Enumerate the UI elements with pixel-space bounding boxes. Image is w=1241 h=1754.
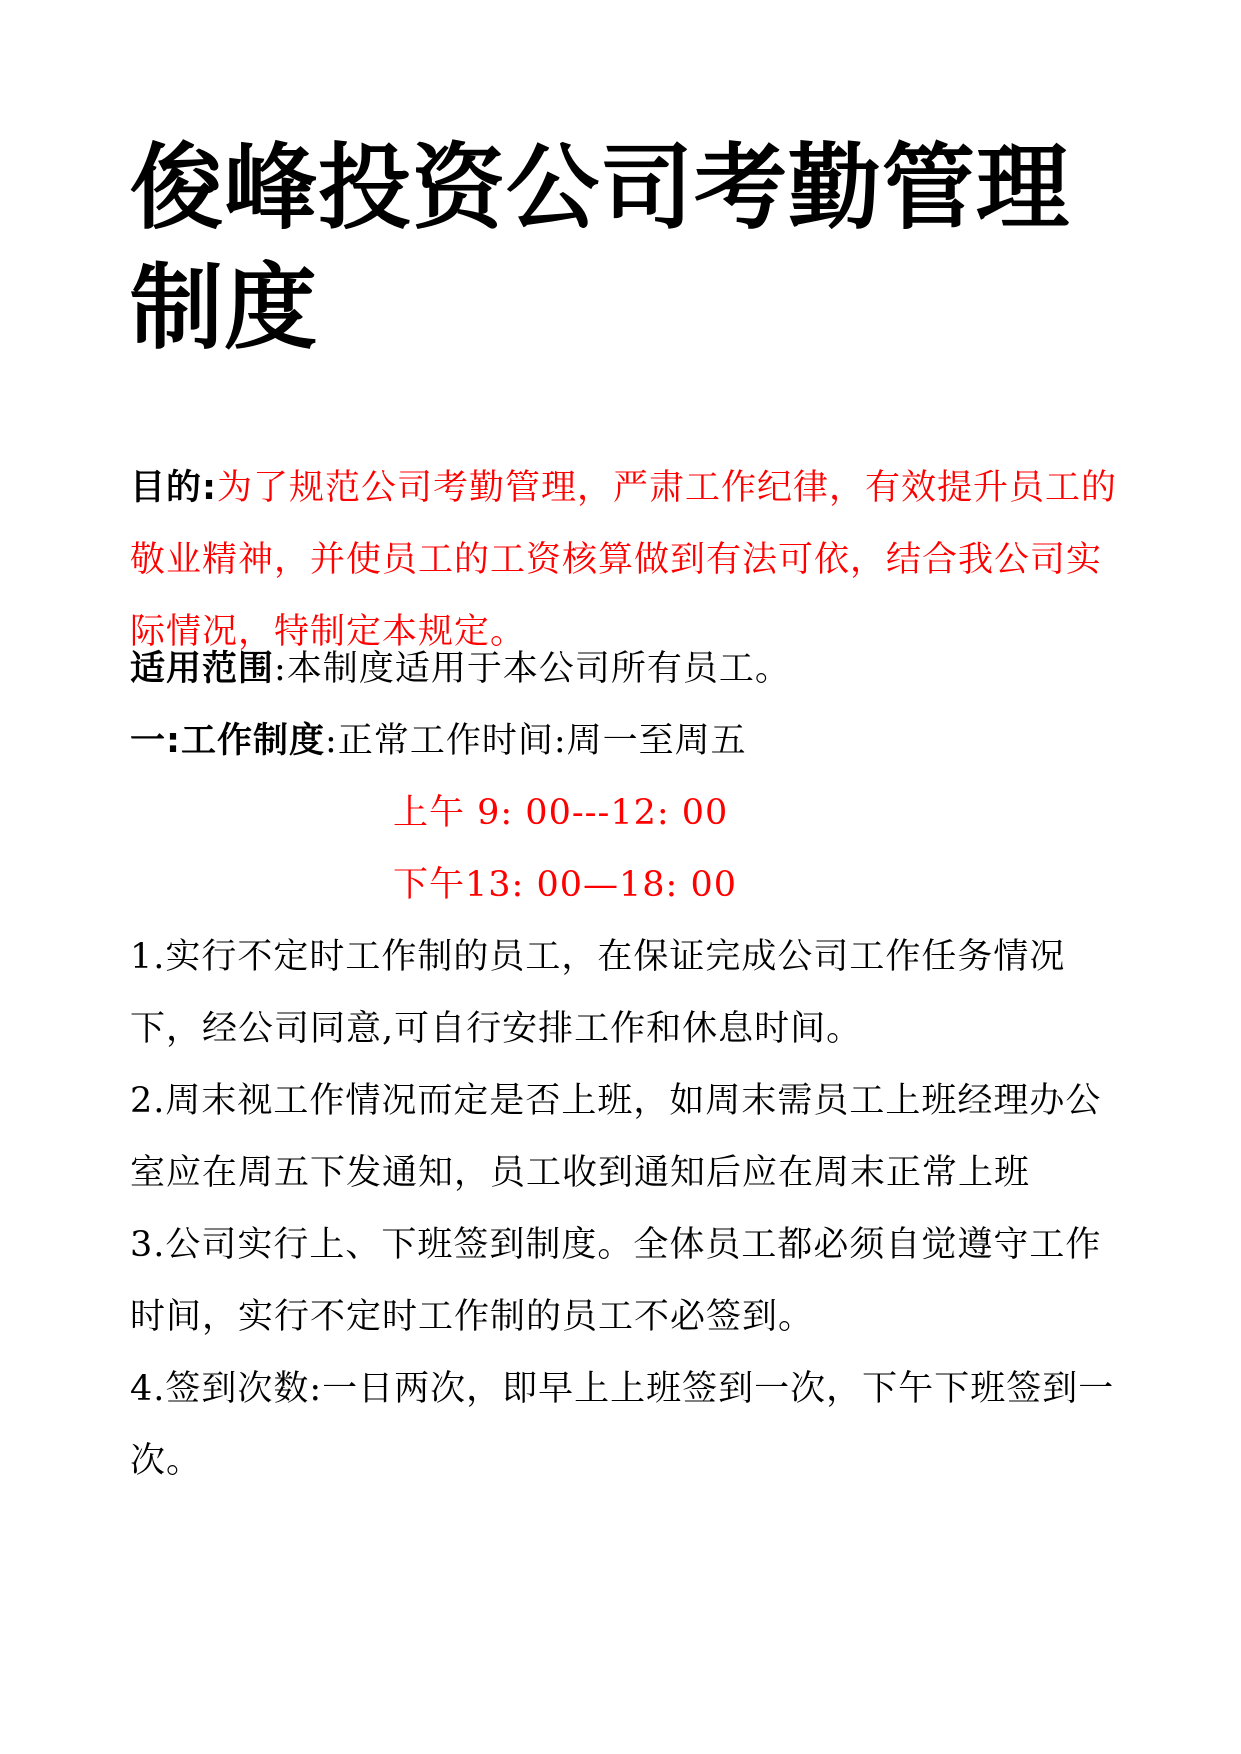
work-system-label: 工作制度 [181,721,326,761]
afternoon-hours: 下午13: 00—18: 00 [393,865,737,905]
rule-item-3: 3.公司实行上、下班签到制度。全体员工都必须自觉遵守工作时间，实行不定时工作制的员工不必签到。 [130,1225,1102,1337]
scope-paragraph [130,633,1120,705]
rule-item-1: 1.实行不定时工作制的员工，在保证完成公司工作任务情况下，经公司同意,可自行安排工作和休息时间。 [130,937,1066,1049]
morning-hours: 上午 9: 00---12: 00 [393,793,729,833]
rule-item-4: 4.签到次数:一日两次，即早上上班签到一次，下午下班签到一次。 [130,1369,1115,1481]
work-system-colon: : [325,721,338,761]
work-system-prefix: 一: [130,721,181,761]
scope-label: 适用范围 [130,649,275,689]
purpose-label: 目的: [130,468,217,508]
work-hours-text: 正常工作时间:周一至周五 [337,721,747,761]
scope-colon: : [274,649,287,689]
purpose-text: 为了规范公司考勤管理，严肃工作纪律，有效提升员工的敬业精神，并使员工的工资核算做到有法可依，结合我公司实际情况，特制定本规定。 [130,468,1118,652]
document-title: 俊峰投资公司考勤管理制度 [130,134,1070,362]
scope-text: 本制度适用于本公司所有员工。 [286,649,791,689]
work-system-paragraph [130,705,1120,777]
rule-item-2: 2.周末视工作情况而定是否上班，如周末需员工上班经理办公室应在周五下发通知，员工收到通知后应在周末正常上班 [130,1081,1102,1193]
